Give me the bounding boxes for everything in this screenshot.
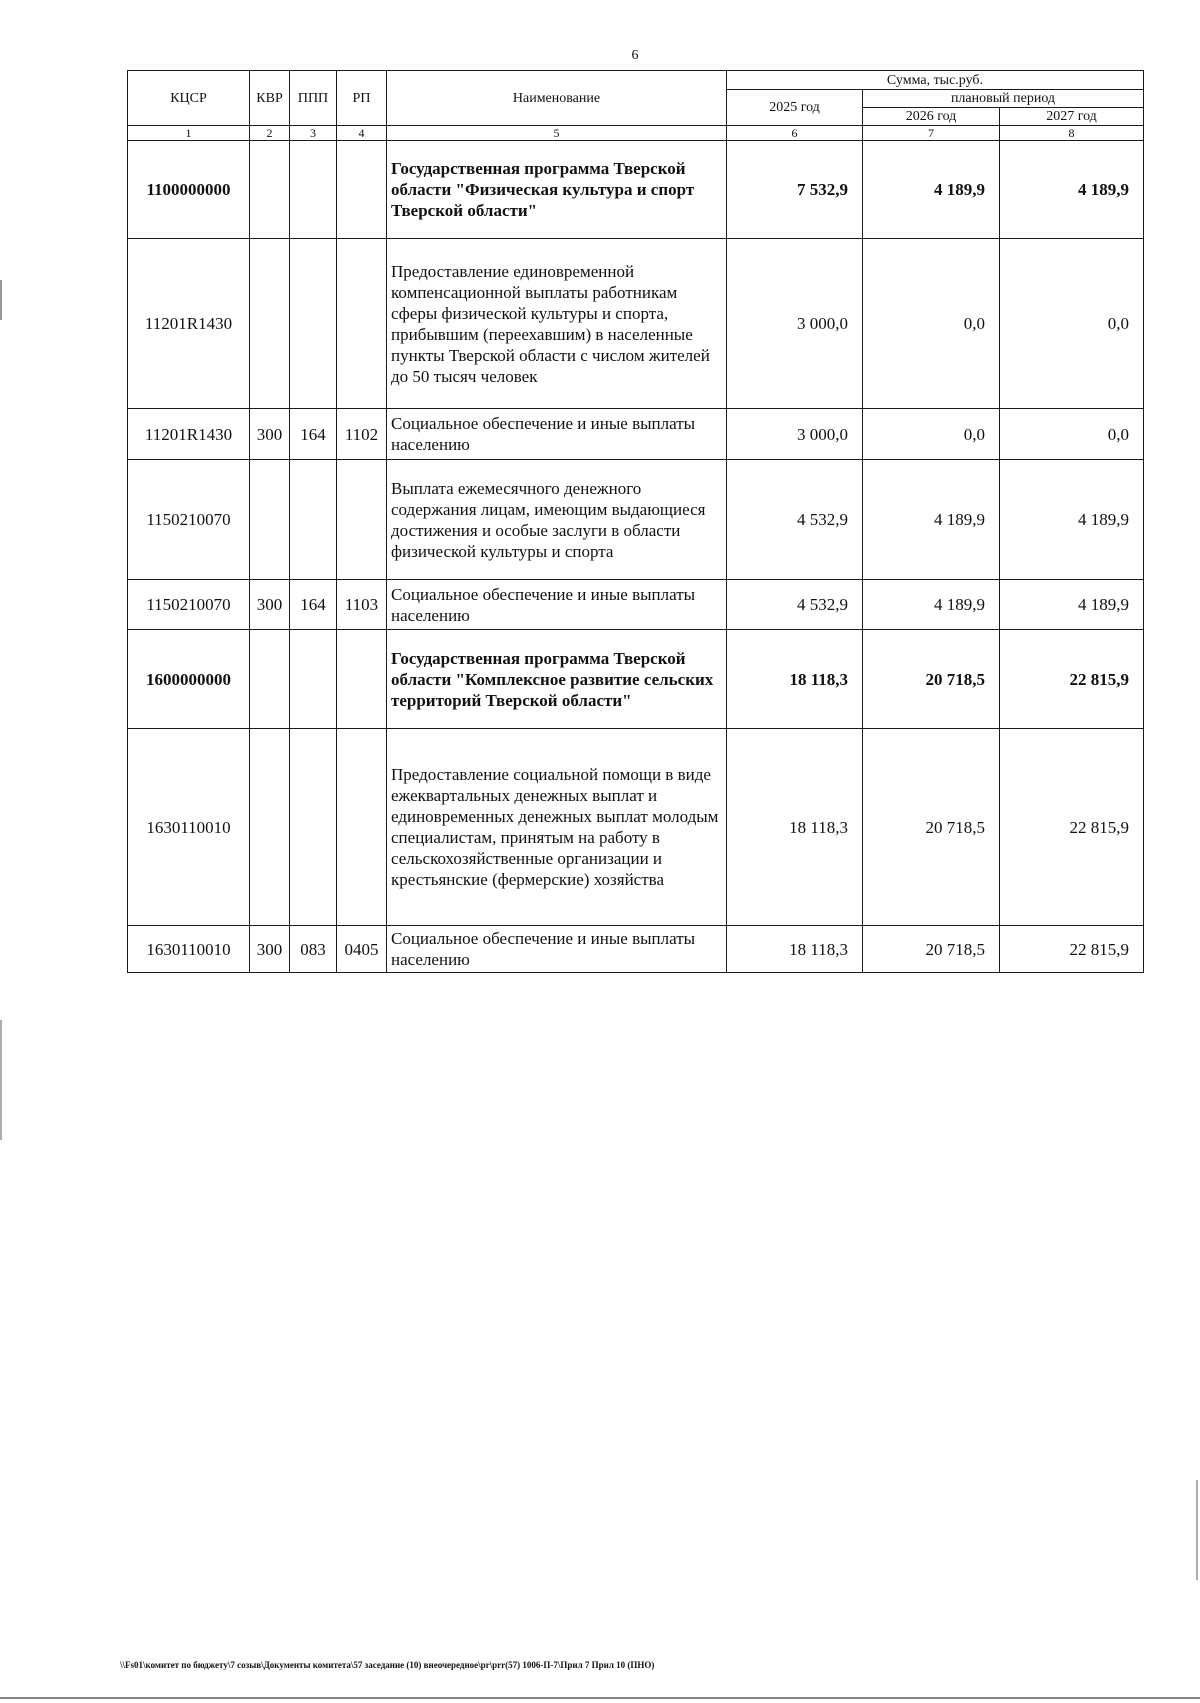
kvr-cell bbox=[250, 729, 290, 926]
sum-2026-cell: 4 189,9 bbox=[863, 141, 1000, 239]
table-row bbox=[128, 580, 1144, 630]
sum-2025-cell: 4 532,9 bbox=[727, 460, 863, 580]
header-rp: РП bbox=[337, 71, 387, 126]
kvr-cell bbox=[250, 239, 290, 409]
header-name: Наименование bbox=[387, 71, 727, 126]
kvr-cell: 300 bbox=[250, 580, 290, 630]
column-number: 8 bbox=[1000, 126, 1144, 141]
header-year-2025: 2025 год bbox=[727, 90, 863, 126]
footer-file-path: \\Fs01\комитет по бюджету\7 созыв\Документы комитета\57 заседание (10) внеочередное\pr\prr(57) 1006-П-7\Прил 7 Прил 10 (ПНО) bbox=[120, 1660, 655, 1670]
rp-cell: 0405 bbox=[337, 926, 387, 973]
sum-2025-cell: 3 000,0 bbox=[727, 239, 863, 409]
kvr-cell bbox=[250, 460, 290, 580]
sum-2025-cell: 7 532,9 bbox=[727, 141, 863, 239]
table-row bbox=[128, 630, 1144, 729]
sum-2027-cell: 4 189,9 bbox=[1000, 141, 1144, 239]
name-cell: Социальное обеспечение и иные выплаты населению bbox=[387, 409, 727, 460]
table-row bbox=[128, 926, 1144, 973]
sum-2026-cell: 20 718,5 bbox=[863, 926, 1000, 973]
kcsr-cell: 1150210070 bbox=[128, 460, 250, 580]
sum-2026-cell: 20 718,5 bbox=[863, 729, 1000, 926]
kvr-cell bbox=[250, 630, 290, 729]
page-number: 6 bbox=[631, 48, 639, 63]
table-row bbox=[128, 409, 1144, 460]
name-cell: Социальное обеспечение и иные выплаты населению bbox=[387, 580, 727, 630]
kvr-cell: 300 bbox=[250, 926, 290, 973]
column-number-row bbox=[128, 126, 1144, 141]
sum-2027-cell: 4 189,9 bbox=[1000, 460, 1144, 580]
header-ppp: ППП bbox=[290, 71, 337, 126]
scan-edge-mark bbox=[1196, 1480, 1198, 1580]
ppp-cell bbox=[290, 630, 337, 729]
header-sum-group: Сумма, тыс.руб. bbox=[727, 71, 1144, 90]
header-year-2026: 2026 год bbox=[863, 108, 1000, 126]
sum-2026-cell: 4 189,9 bbox=[863, 580, 1000, 630]
header-planned-period: плановый период bbox=[863, 90, 1144, 108]
kcsr-cell: 1150210070 bbox=[128, 580, 250, 630]
sum-2027-cell: 22 815,9 bbox=[1000, 630, 1144, 729]
kcsr-cell: 1630110010 bbox=[128, 926, 250, 973]
sum-2027-cell: 22 815,9 bbox=[1000, 926, 1144, 973]
sum-2025-cell: 18 118,3 bbox=[727, 926, 863, 973]
kvr-cell bbox=[250, 141, 290, 239]
kvr-cell: 300 bbox=[250, 409, 290, 460]
sum-2027-cell: 0,0 bbox=[1000, 239, 1144, 409]
scan-edge-mark bbox=[0, 1020, 2, 1140]
table-row bbox=[128, 239, 1144, 409]
rp-cell bbox=[337, 630, 387, 729]
name-cell: Социальное обеспечение и иные выплаты населению bbox=[387, 926, 727, 973]
sum-2025-cell: 18 118,3 bbox=[727, 630, 863, 729]
kcsr-cell: 1630110010 bbox=[128, 729, 250, 926]
sum-2026-cell: 0,0 bbox=[863, 409, 1000, 460]
name-cell: Предоставление социальной помощи в виде ежеквартальных денежных выплат и единовременных денежных выплат молодым специалистам, принятым на работу в сельскохозяйственные организации и крестьянские (фермерские) хозяйства bbox=[387, 729, 727, 926]
sum-2027-cell: 22 815,9 bbox=[1000, 729, 1144, 926]
kcsr-cell: 1600000000 bbox=[128, 630, 250, 729]
name-cell: Государственная программа Тверской области "Физическая культура и спорт Тверской области" bbox=[387, 141, 727, 239]
sum-2026-cell: 20 718,5 bbox=[863, 630, 1000, 729]
table-row bbox=[128, 141, 1144, 239]
rp-cell bbox=[337, 239, 387, 409]
kcsr-cell: 11201R1430 bbox=[128, 409, 250, 460]
ppp-cell bbox=[290, 729, 337, 926]
ppp-cell bbox=[290, 239, 337, 409]
header-year-2027: 2027 год bbox=[1000, 108, 1144, 126]
column-number: 2 bbox=[250, 126, 290, 141]
table-row bbox=[128, 729, 1144, 926]
table-row bbox=[128, 460, 1144, 580]
name-cell: Предоставление единовременной компенсационной выплаты работникам сферы физической культуры и спорта, прибывшим (переехавшим) в населенные пункты Тверской области с числом жителей до 50 тысяч человек bbox=[387, 239, 727, 409]
rp-cell bbox=[337, 729, 387, 926]
scan-edge-mark bbox=[0, 280, 2, 320]
header-kvr: КВР bbox=[250, 71, 290, 126]
rp-cell bbox=[337, 141, 387, 239]
sum-2025-cell: 4 532,9 bbox=[727, 580, 863, 630]
rp-cell: 1102 bbox=[337, 409, 387, 460]
sum-2027-cell: 0,0 bbox=[1000, 409, 1144, 460]
ppp-cell bbox=[290, 460, 337, 580]
name-cell: Государственная программа Тверской области "Комплексное развитие сельских территорий Тверской области" bbox=[387, 630, 727, 729]
ppp-cell: 164 bbox=[290, 409, 337, 460]
kcsr-cell: 1100000000 bbox=[128, 141, 250, 239]
column-number: 6 bbox=[727, 126, 863, 141]
sum-2027-cell: 4 189,9 bbox=[1000, 580, 1144, 630]
column-number: 7 bbox=[863, 126, 1000, 141]
ppp-cell bbox=[290, 141, 337, 239]
sum-2025-cell: 3 000,0 bbox=[727, 409, 863, 460]
sum-2026-cell: 0,0 bbox=[863, 239, 1000, 409]
header-kcsr: КЦСР bbox=[128, 71, 250, 126]
rp-cell bbox=[337, 460, 387, 580]
kcsr-cell: 11201R1430 bbox=[128, 239, 250, 409]
budget-table bbox=[127, 70, 1144, 973]
column-number: 3 bbox=[290, 126, 337, 141]
column-number: 5 bbox=[387, 126, 727, 141]
name-cell: Выплата ежемесячного денежного содержания лицам, имеющим выдающиеся достижения и особые заслуги в области физической культуры и спорта bbox=[387, 460, 727, 580]
sum-2025-cell: 18 118,3 bbox=[727, 729, 863, 926]
ppp-cell: 083 bbox=[290, 926, 337, 973]
column-number: 1 bbox=[128, 126, 250, 141]
ppp-cell: 164 bbox=[290, 580, 337, 630]
sum-2026-cell: 4 189,9 bbox=[863, 460, 1000, 580]
column-number: 4 bbox=[337, 126, 387, 141]
rp-cell: 1103 bbox=[337, 580, 387, 630]
scan-edge-mark bbox=[0, 1697, 1200, 1699]
